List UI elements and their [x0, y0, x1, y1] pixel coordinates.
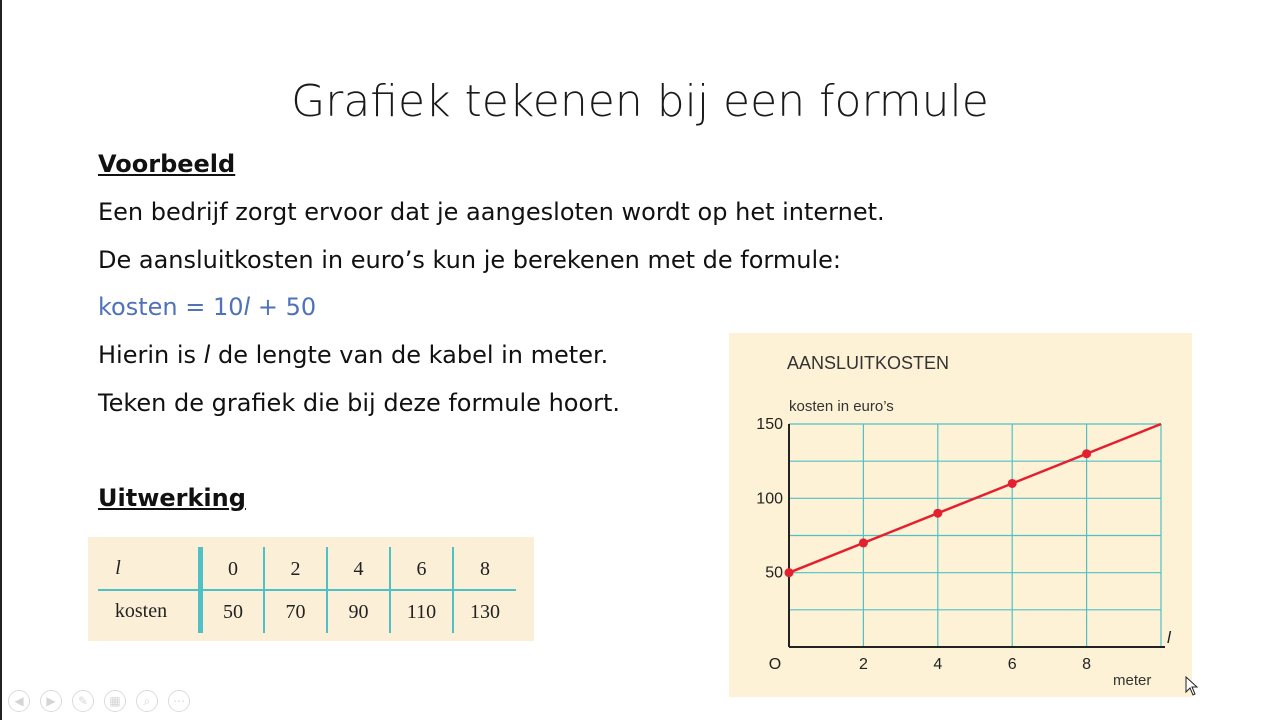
table-row-label-l: l: [115, 557, 121, 579]
text-line-5: Teken de grafiek die bij deze formule hoort.: [98, 389, 621, 417]
table-cell: 2: [290, 558, 301, 580]
x-tick-label: 4: [933, 656, 943, 673]
solution-heading: Uitwerking: [98, 484, 246, 512]
table-cell: 50: [223, 601, 243, 623]
table-row-label-kosten: kosten: [114, 600, 168, 622]
x-tick-label: 2: [858, 656, 868, 673]
data-point: [1008, 479, 1017, 488]
x-tick-label: 6: [1007, 656, 1017, 673]
next-icon[interactable]: ▶: [40, 690, 62, 712]
line4-var: l: [203, 341, 211, 369]
chart-panel: [729, 333, 1192, 697]
slideshow-toolbar: [8, 690, 190, 714]
chart-svg: [729, 333, 1192, 697]
origin-label: O: [768, 656, 782, 673]
text-line-4: [98, 341, 608, 369]
data-point: [785, 568, 794, 577]
data-point: [1082, 449, 1091, 458]
line4-suffix: de lengte van de kabel in meter.: [210, 341, 609, 369]
table-cell: 0: [228, 558, 238, 580]
formula-prefix: kosten = 10: [98, 293, 244, 321]
text-line-2: De aansluitkosten in euro’s kun je berekenen met de formule:: [98, 246, 841, 274]
formula-suffix: + 50: [250, 293, 317, 321]
x-axis-label: meter: [1113, 672, 1152, 689]
y-tick-label: 50: [765, 564, 783, 582]
value-table: [88, 537, 534, 641]
x-tick-label: 8: [1082, 656, 1092, 673]
example-heading: Voorbeeld: [98, 150, 236, 178]
table-cell: 70: [285, 601, 306, 623]
formula-var: l: [243, 293, 251, 321]
data-point: [933, 509, 942, 518]
x-axis-variable: l: [1167, 628, 1171, 647]
pen-icon[interactable]: ✎: [72, 690, 94, 712]
table-cell: 110: [406, 601, 437, 623]
prev-icon[interactable]: ◀: [8, 690, 30, 712]
more-icon[interactable]: ⋯: [168, 690, 190, 712]
formula-line: [98, 293, 316, 321]
slide-title: Grafiek tekenen bij een formule: [291, 76, 989, 127]
table-cell: 90: [348, 601, 369, 623]
y-tick-label: 100: [756, 490, 783, 508]
zoom-icon[interactable]: ⌕: [136, 690, 158, 712]
text-line-1: Een bedrijf zorgt ervoor dat je aangesloten wordt op het internet.: [98, 198, 885, 226]
line4-prefix: Hierin is: [98, 341, 204, 369]
cursor-icon: [1185, 676, 1201, 698]
table-cell: 8: [480, 558, 490, 580]
chart-title: AANSLUITKOSTEN: [787, 353, 950, 373]
y-axis-label: kosten in euro’s: [789, 398, 894, 415]
y-tick-label: 150: [756, 416, 783, 433]
table-cell: 130: [470, 601, 500, 623]
data-point: [859, 538, 868, 547]
table-cell: 6: [416, 558, 427, 580]
slides-icon[interactable]: ▦: [104, 690, 126, 712]
table-cell: 4: [353, 558, 364, 580]
